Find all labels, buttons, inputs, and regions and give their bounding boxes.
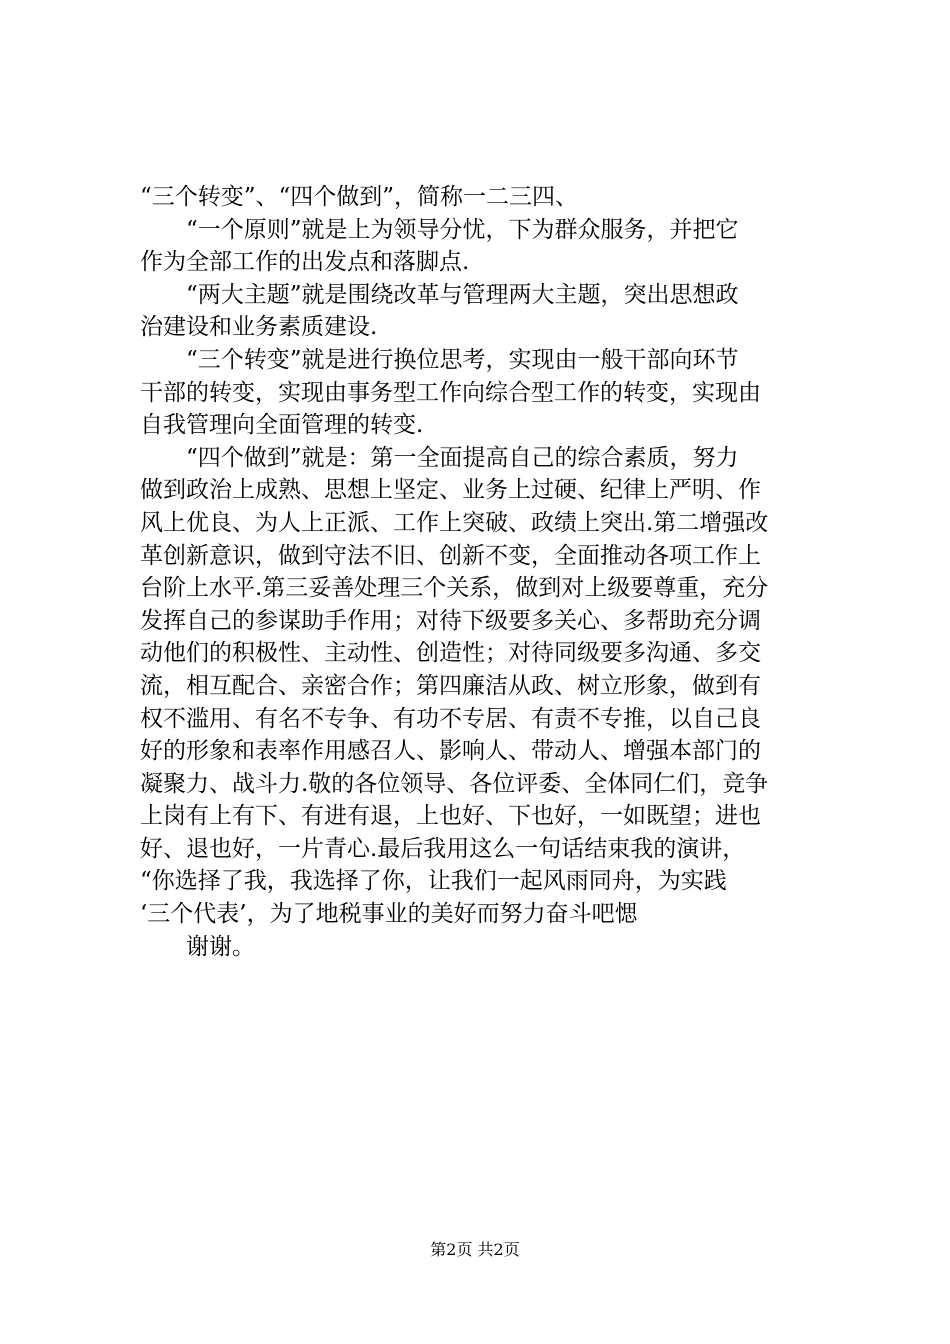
text-line: “两大主题”就是围绕改革与管理两大主题，突出思想政 (186, 281, 739, 308)
text-line: 做到政治上成熟、思想上坚定、业务上过硬、纪律上严明、作 (140, 477, 761, 504)
text-line: “一个原则”就是上为领导分忧，下为群众服务，并把它 (186, 216, 739, 243)
body-text (140, 181, 840, 963)
text-line: 作为全部工作的出发点和落脚点. (140, 249, 470, 276)
text-line: 台阶上水平.第三妥善处理三个关系，做到对上级要尊重，充分 (140, 575, 769, 602)
text-line: 干部的转变，实现由事务型工作向综合型工作的转变，实现由 (140, 379, 761, 406)
text-line: 上岗有上有下、有进有退，上也好、下也好，一如既望；进也 (140, 803, 761, 830)
text-line: ‘三个代表’，为了地税事业的美好而努力奋斗吧愢 (140, 901, 638, 928)
text-line: 动他们的积极性、主动性、创造性；对待同级要多沟通、多交 (140, 640, 761, 667)
text-line: 风上优良、为人上正派、工作上突破、政绩上突出.第二增强改 (140, 509, 769, 536)
text-line: 凝聚力、战斗力.敬的各位领导、各位评委、全体同仁们，竞争 (140, 770, 769, 797)
text-line: 革创新意识，做到守法不旧、创新不变，全面推动各项工作上 (140, 542, 761, 569)
text-line: 权不滥用、有名不专争、有功不专居、有责不专推，以自己良 (140, 705, 761, 732)
text-line: 好、退也好，一片青心.最后我用这么一句话结束我的演讲， (140, 835, 746, 862)
text-line: “你选择了我，我选择了你，让我们一起风雨同舟，为实践 (140, 868, 727, 895)
text-line: 流，相互配合、亲密合作；第四廉洁从政、树立形象，做到有 (140, 672, 761, 699)
text-line: 治建设和业务素质建设. (140, 314, 378, 341)
text-line: 好的形象和表率作用感召人、影响人、带动人、增强本部门的 (140, 738, 761, 765)
page-number-footer: 第2页 共2页 (430, 1240, 520, 1259)
text-line: 自我管理向全面管理的转变. (140, 412, 424, 439)
text-line: 发挥自己的参谋助手作用；对待下级要多关心、多帮助充分调 (140, 607, 761, 634)
text-line: “四个做到”就是：第一全面提高自己的综合素质，努力 (186, 444, 739, 471)
text-line: “三个转变”就是进行换位思考，实现由一般干部向环节 (186, 346, 739, 373)
text-line: “三个转变”、“四个做到”，简称一二三四、 (140, 184, 579, 210)
text-line: 谢谢。 (186, 933, 255, 960)
